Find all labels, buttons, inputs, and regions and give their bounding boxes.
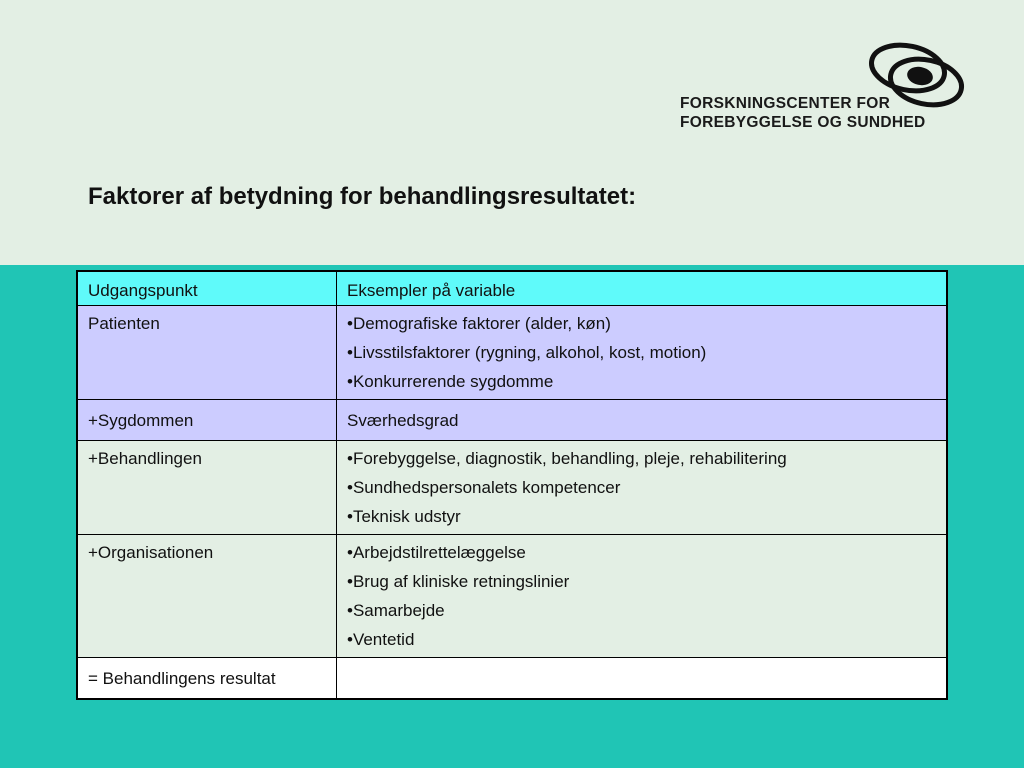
row-label: +Organisationen <box>77 535 337 658</box>
example-item: •Livsstilsfaktorer (rygning, alkohol, kost, motion) <box>347 343 707 362</box>
header-eksempler: Eksempler på variable <box>337 271 948 306</box>
example-item: •Konkurrerende sygdomme <box>347 372 554 391</box>
row-label: +Behandlingen <box>77 441 337 535</box>
logo <box>680 40 980 135</box>
row-label: Patienten <box>77 306 337 400</box>
table-row-sygdommen <box>77 400 947 441</box>
row-examples <box>337 441 948 535</box>
table-row-organisationen <box>77 535 947 658</box>
table-row-patienten <box>77 306 947 400</box>
example-item: Sværhedsgrad <box>347 411 459 430</box>
example-item: •Forebyggelse, diagnostik, behandling, pleje, rehabilitering <box>347 449 787 468</box>
example-item: •Brug af kliniske retningslinier <box>347 572 570 591</box>
row-examples <box>337 306 948 400</box>
example-item: •Ventetid <box>347 630 415 649</box>
row-examples <box>337 535 948 658</box>
row-examples-empty <box>337 658 948 700</box>
slide-title: Faktorer af betydning for behandlingsresultatet: <box>88 183 637 210</box>
example-item: •Samarbejde <box>347 601 445 620</box>
row-label: +Sygdommen <box>77 400 337 441</box>
table-header-row <box>77 271 947 306</box>
example-item: •Sundhedspersonalets kompetencer <box>347 478 621 497</box>
example-item: •Arbejdstilrettelæggelse <box>347 543 526 562</box>
factors-table <box>76 270 948 700</box>
table-row-resultat <box>77 658 947 700</box>
logo-text-line-2: FOREBYGGELSE OG SUNDHED <box>680 114 926 131</box>
table-row-behandlingen <box>77 441 947 535</box>
header-udgangspunkt: Udgangspunkt <box>77 271 337 306</box>
example-item: •Teknisk udstyr <box>347 507 461 526</box>
row-examples <box>337 400 948 441</box>
row-label: = Behandlingens resultat <box>77 658 337 700</box>
example-item: •Demografiske faktorer (alder, køn) <box>347 314 611 333</box>
logo-text-line-1: FORSKNINGSCENTER FOR <box>680 95 891 112</box>
